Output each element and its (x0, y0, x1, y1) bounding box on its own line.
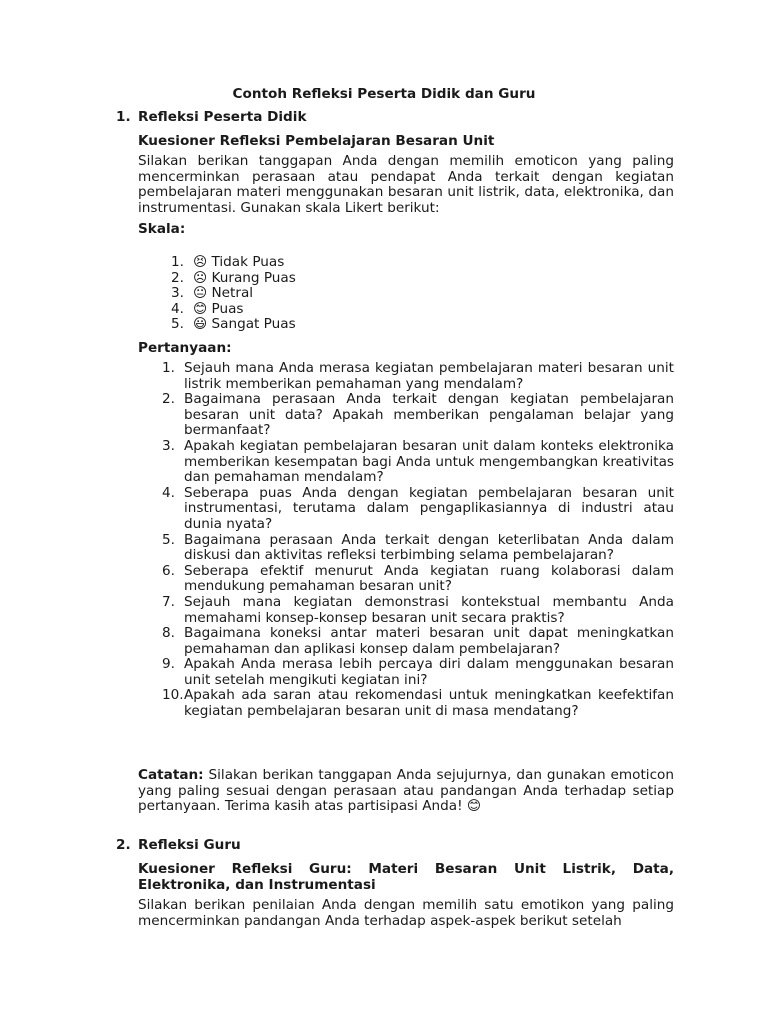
questions-block (138, 361, 674, 720)
question-number: 1. (162, 360, 175, 376)
scale-item-label: Kurang Puas (211, 269, 296, 286)
note-text: Silakan berikan tanggapan Anda sejujurnya, dan gunakan emoticon yang paling sesuai dengan perasaan atau pandangan Anda terhadap setiap pertanyaan. Terima kasih atas partisipasi Anda! 😊 (138, 767, 674, 815)
scale-list (138, 255, 674, 333)
likert-scale (138, 255, 674, 333)
question-number: 2. (162, 391, 175, 408)
question-number: 4. (162, 484, 175, 501)
section-2-intro: Silakan berikan penilaian Anda dengan memilih satu emotikon yang paling mencerminkan pandangan Anda terhadap aspek-aspek berikut setelah (138, 897, 674, 929)
section-1-title: Refleksi Peserta Didik (138, 109, 307, 125)
questions-label: Pertanyaan: (138, 340, 232, 356)
scale-item (138, 255, 674, 271)
scale-item-number: 4. (171, 300, 184, 317)
scale-emoji-icon: 😣 (193, 254, 208, 270)
question-item (138, 595, 674, 626)
question-text: Seberapa puas Anda dengan kegiatan pembelajaran besaran unit instrumentasi, terutama dalam pengaplikasiannya di industri atau dunia nyata? (184, 484, 674, 532)
question-number: 3. (162, 437, 175, 454)
question-number: 8. (162, 625, 175, 642)
question-number: 10. (162, 687, 184, 704)
scale-item (138, 286, 674, 302)
scale-item-number: 2. (171, 269, 184, 286)
scale-item-label: Tidak Puas (211, 254, 285, 270)
section-1-intro: Silakan berikan tanggapan Anda dengan memilih emoticon yang paling mencerminkan perasaan atau pendapat Anda terkait dengan kegiatan pembelajaran materi menggunakan besaran unit listrik, data, elektronika, dan instrumentasi. Gunakan skala Likert berikut: (138, 153, 674, 216)
question-text: Apakah ada saran atau rekomendasi untuk meningkatkan keefektifan kegiatan pembelajaran besaran unit di masa mendatang? (184, 687, 674, 720)
question-text: Apakah kegiatan pembelajaran besaran unit dalam konteks elektronika memberikan kesempatan bagi Anda untuk mengembangkan kreativitas dan pemahaman mendalam? (184, 437, 674, 486)
question-text: Bagaimana koneksi antar materi besaran unit dapat meningkatkan pemahaman dan aplikasi konsep dalam pembelajaran? (184, 625, 674, 657)
question-item (138, 657, 674, 688)
scale-item-label: Netral (211, 285, 254, 302)
scale-item-number: 3. (171, 285, 184, 302)
question-text: Seberapa efektif menurut Anda kegiatan ruang kolaborasi dalam mendukung pemahaman besaran unit? (184, 562, 674, 595)
question-item (138, 533, 674, 564)
note-label: Catatan: (138, 767, 204, 783)
question-number: 9. (162, 656, 175, 673)
scale-item (138, 271, 674, 287)
question-text: Bagaimana perasaan Anda terkait dengan keterlibatan Anda dalam diskusi dan aktivitas refleksi terbimbing selama pembelajaran? (184, 531, 674, 564)
question-text: Bagaimana perasaan Anda terkait dengan kegiatan pembelajaran besaran unit data? Apakah memberikan pengalaman belajar yang bermanfaat? (184, 391, 674, 439)
question-item (138, 564, 674, 595)
scale-item-number: 5. (171, 316, 184, 333)
question-number: 7. (162, 593, 175, 610)
section-1-heading (116, 110, 306, 126)
scale-emoji-icon: 😊 (193, 300, 208, 317)
question-item (138, 392, 674, 439)
note-paragraph (138, 768, 674, 815)
section-2-title: Refleksi Guru (138, 837, 241, 853)
question-text: Apakah Anda merasa lebih percaya diri dalam menggunakan besaran unit setelah mengikuti kegiatan ini? (184, 656, 674, 688)
section-2-number: 2. (116, 837, 131, 853)
question-text: Sejauh mana Anda merasa kegiatan pembelajaran materi besaran unit listrik memberikan pemahaman yang mendalam? (184, 360, 674, 392)
scale-item (138, 317, 674, 333)
question-number: 5. (162, 531, 175, 548)
scale-emoji-icon: 😐 (193, 285, 208, 302)
section-2-heading (116, 838, 241, 854)
section-1-subheading: Kuesioner Refleksi Pembelajaran Besaran Unit (138, 133, 495, 149)
section-2-subheading: Kuesioner Refleksi Guru: Materi Besaran Unit Listrik, Data, Elektronika, dan Instrumentasi (138, 861, 674, 893)
document-title: Contoh Refleksi Peserta Didik dan Guru (232, 86, 536, 102)
question-text: Sejauh mana kegiatan demonstrasi kontekstual membantu Anda memahami konsep-konsep besaran unit secara praktis? (184, 593, 674, 626)
question-item (138, 688, 674, 719)
section-1-number: 1. (116, 109, 131, 125)
scale-item (138, 302, 674, 318)
question-item (138, 486, 674, 533)
scale-emoji-icon: ☹ (193, 269, 208, 286)
question-item (138, 361, 674, 392)
scale-item-label: Sangat Puas (211, 316, 296, 333)
question-item (138, 626, 674, 657)
scale-emoji-icon: 😃 (193, 316, 208, 333)
question-number: 6. (162, 562, 175, 579)
question-item (138, 439, 674, 486)
scale-item-label: Puas (211, 300, 244, 317)
scale-label: Skala: (138, 221, 186, 237)
scale-item-number: 1. (171, 254, 184, 270)
question-list (138, 361, 674, 720)
